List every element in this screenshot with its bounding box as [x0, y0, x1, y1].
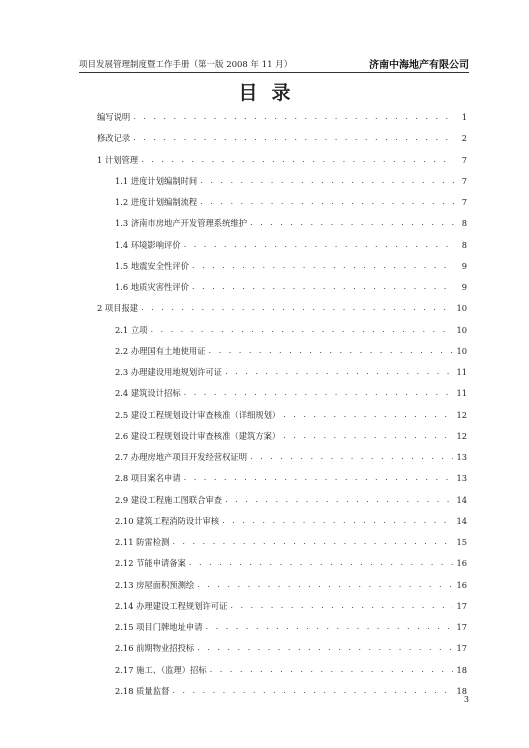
toc-dot-leader [206, 621, 454, 631]
page-number: 3 [463, 695, 469, 704]
toc-dot-leader [222, 515, 453, 525]
toc-dot-leader [230, 600, 453, 610]
toc-entry-label: 2.12 节能申请备案 [115, 558, 186, 569]
toc-entry[interactable] [115, 342, 467, 356]
toc-entry-page: 9 [461, 282, 467, 292]
toc-entry-page: 1 [461, 112, 467, 122]
toc-entry-page: 12 [456, 430, 467, 441]
toc-dot-leader [250, 451, 453, 461]
toc-dot-leader [150, 324, 453, 334]
toc-dot-leader [283, 409, 453, 419]
toc-entry-label: 2.7 办理房地产项目开发经营权证明 [115, 452, 247, 462]
toc-entry-label: 1.2 进度计划编制流程 [115, 197, 198, 207]
toc-entry[interactable] [97, 299, 467, 313]
toc-dot-leader [192, 260, 454, 270]
company-name: 济南中海地产有限公司 [369, 60, 469, 71]
toc-entry-page: 8 [461, 239, 467, 250]
toc-dot-leader [210, 664, 454, 674]
toc-entry[interactable] [115, 491, 467, 505]
toc-entry[interactable] [115, 533, 467, 547]
toc-entry[interactable] [115, 214, 467, 228]
toc-dot-leader [189, 557, 454, 567]
toc-entry-label: 修改记录 [97, 133, 131, 144]
toc-entry[interactable] [97, 151, 467, 165]
toc-entry[interactable] [115, 363, 467, 377]
toc-dot-leader [141, 154, 454, 164]
toc-dot-leader [197, 579, 453, 589]
toc-entry-page: 9 [461, 260, 467, 271]
toc-entry-label: 2.2 办理国有土地使用证 [115, 345, 206, 356]
toc-dot-leader [133, 132, 454, 142]
toc-entry-page: 10 [456, 324, 467, 335]
toc-entry-page: 12 [456, 409, 467, 420]
toc-entry-label: 2.4 建筑设计招标 [115, 388, 181, 399]
toc-entry-page: 16 [456, 579, 467, 590]
toc-entry-label: 2.15 项目门牌地址申请 [115, 622, 203, 632]
toc-entry-page: 10 [456, 345, 467, 356]
toc-entry[interactable] [115, 448, 467, 462]
page-header [79, 58, 469, 73]
toc-entry-page: 7 [461, 154, 467, 165]
toc-entry[interactable] [97, 129, 467, 143]
toc-entry[interactable] [115, 321, 467, 335]
toc-entry-page: 2 [461, 133, 467, 144]
toc-entry-label: 2.9 建设工程施工图联合审查 [115, 494, 223, 505]
toc-entry[interactable] [115, 618, 467, 632]
toc-entry[interactable] [115, 512, 467, 526]
toc-entry[interactable] [115, 384, 467, 398]
toc-entry-label: 2.14 办理建设工程规划许可证 [115, 600, 228, 611]
toc-dot-leader [209, 345, 454, 355]
toc-entry[interactable] [115, 236, 467, 250]
toc-entry[interactable] [115, 278, 467, 292]
toc-entry[interactable] [115, 406, 467, 420]
toc-title: 目录 [238, 82, 305, 104]
toc-entry-page: 14 [456, 494, 467, 505]
toc-entry-label: 1 计划管理 [97, 154, 139, 165]
toc-entry-page: 18 [456, 664, 467, 675]
toc-entry-page: 11 [456, 367, 467, 377]
toc-dot-leader [192, 281, 454, 291]
toc-entry-label: 1.4 环境影响评价 [115, 239, 181, 250]
toc-dot-leader [184, 387, 454, 397]
toc-entry-page: 11 [456, 388, 467, 399]
toc-entry-label: 1.6 地质灾害性评价 [115, 282, 189, 292]
toc-entry-page: 17 [456, 643, 467, 654]
toc-entry[interactable] [115, 661, 467, 675]
document-title: 项目发展管理制度暨工作手册（第一版 2008 年 11 月） [79, 60, 293, 70]
toc-dot-leader [200, 175, 454, 185]
toc-dot-leader [184, 472, 454, 482]
toc-entry-label: 2.11 防雷检测 [115, 537, 170, 547]
toc-entry[interactable] [115, 193, 467, 207]
toc-entry[interactable] [115, 597, 467, 611]
toc-dot-leader [141, 302, 453, 312]
toc-entry[interactable] [97, 108, 467, 122]
toc-entry-label: 2.18 质量监督 [115, 685, 170, 696]
toc-dot-leader [250, 217, 454, 227]
toc-entry[interactable] [115, 172, 467, 186]
toc-entry-page: 10 [456, 303, 467, 314]
toc-entry-page: 16 [456, 558, 467, 569]
toc-entry-label: 2.10 建筑工程消防设计审核 [115, 515, 220, 526]
toc-entry-label: 1.5 地震安全性评价 [115, 260, 189, 271]
toc-entry-label: 2.5 建设工程规划设计审查核准（详细规划） [115, 409, 281, 420]
toc-entry-label: 1.3 济南市房地产开发管理系统维护 [115, 218, 247, 229]
toc-dot-leader [197, 642, 453, 652]
toc-entry-page: 13 [456, 473, 467, 484]
toc-entry[interactable] [115, 257, 467, 271]
toc-entry-label: 编写说明 [97, 112, 131, 122]
toc-entry-label: 2.8 项目案名申请 [115, 473, 181, 484]
toc-entry-label: 2.3 办理建设用地规划许可证 [115, 367, 223, 377]
toc-entry-label: 2.16 前期物业招投标 [115, 643, 195, 654]
toc-entry-page: 15 [456, 537, 467, 547]
toc-entry-page: 18 [456, 685, 467, 696]
toc-entry-page: 13 [456, 452, 467, 462]
toc-entry-page: 7 [461, 175, 467, 186]
toc-entry[interactable] [115, 427, 467, 441]
toc-entry-page: 17 [456, 622, 467, 632]
toc-dot-leader [133, 111, 454, 121]
toc-dot-leader [225, 366, 453, 376]
toc-entry-label: 2.1 立项 [115, 324, 148, 335]
toc-entry-page: 17 [456, 600, 467, 611]
toc-dot-leader [283, 430, 453, 440]
toc-dot-leader [225, 494, 453, 504]
toc-entry-label: 2.13 房屋面积预测绘 [115, 579, 195, 590]
toc-dot-leader [172, 536, 453, 546]
toc-dot-leader [184, 239, 454, 249]
toc-entry-label: 2.6 建设工程规划设计审查核准（建筑方案） [115, 430, 281, 441]
toc-entry-label: 1.1 进度计划编制时间 [115, 175, 198, 186]
toc-entry[interactable] [115, 682, 467, 696]
toc-entry[interactable] [115, 576, 467, 590]
toc-entry[interactable] [115, 639, 467, 653]
toc-entry-label: 2 项目报建 [97, 303, 139, 314]
toc-entry-page: 7 [461, 197, 467, 207]
toc-entry[interactable] [115, 554, 467, 568]
toc-entry-page: 14 [456, 515, 467, 526]
toc-entry-label: 2.17 施工、（监理）招标 [115, 664, 207, 675]
toc-entry[interactable] [115, 469, 467, 483]
toc-dot-leader [172, 685, 453, 695]
toc-entry-page: 8 [461, 218, 467, 229]
toc-dot-leader [200, 196, 454, 206]
